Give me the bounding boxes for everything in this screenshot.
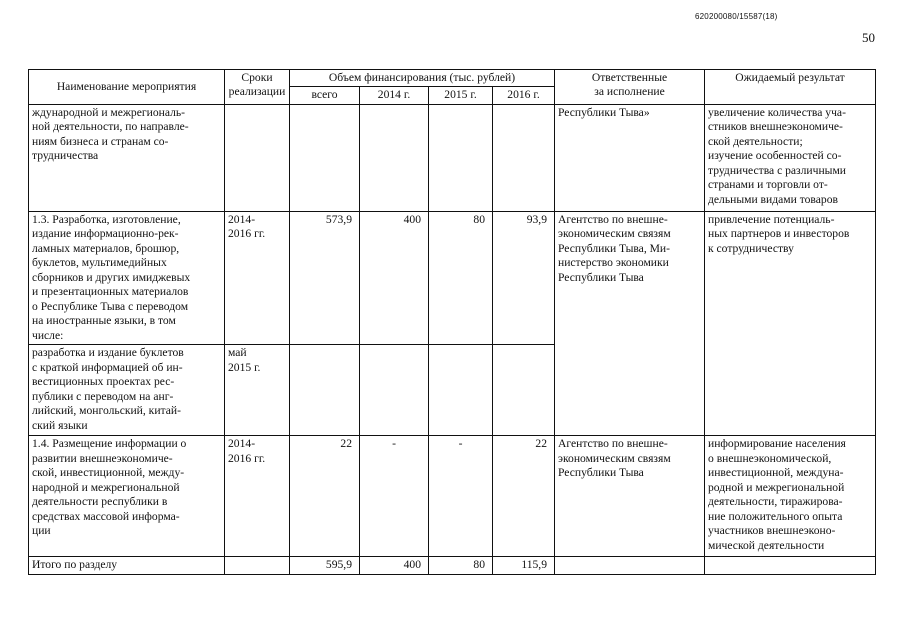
row-responsible: Агентство по внешне- экономическим связям Республики Тыва, Ми- нистерство экономики Республики Тыва	[555, 211, 705, 344]
header-responsible: Ответственные за исполнение	[555, 70, 705, 105]
row-2014	[360, 104, 429, 211]
header-result: Ожидаемый результат	[705, 70, 876, 105]
row-total: 22	[290, 436, 360, 557]
header-2014: 2014 г.	[360, 87, 429, 104]
table-row	[29, 436, 876, 557]
header-2016: 2016 г.	[493, 87, 555, 104]
total-label: Итого по разделу	[29, 557, 225, 574]
document-code: 620200080/15587(18)	[695, 12, 778, 21]
row-terms: 2014- 2016 гг.	[225, 211, 290, 344]
row-result: привлечение потенциаль- ных партнеров и инвесторов к сотрудничеству	[705, 211, 876, 344]
table-header-row	[29, 70, 876, 87]
row-terms	[225, 104, 290, 211]
total-2015: 80	[429, 557, 493, 574]
table-total-row	[29, 557, 876, 574]
funding-table	[28, 69, 876, 575]
row-name: 1.3. Разработка, изготовление, издание информационно-рек- ламных материалов, брошюр, буклетов, мультимедийных сборников и других имиджевых и презентационных материалов о Республике Тыва с переводом на иностранные языки, в том числе:	[29, 211, 225, 344]
row-total	[290, 104, 360, 211]
row-total: 573,9	[290, 211, 360, 344]
header-terms: Сроки реализации	[225, 70, 290, 105]
row-2015: -	[429, 436, 493, 557]
row-terms: 2014- 2016 гг.	[225, 436, 290, 557]
row-2014: 400	[360, 211, 429, 344]
total-result	[705, 557, 876, 574]
row-2014: -	[360, 436, 429, 557]
row-2015: 80	[429, 211, 493, 344]
page-number: 50	[862, 30, 875, 45]
total-terms	[225, 557, 290, 574]
row-responsible: Агентство по внешне- экономическим связям Республики Тыва	[555, 436, 705, 557]
row-responsible: Республики Тыва»	[555, 104, 705, 211]
row-name: ждународной и межрегиональ- ной деятельности, по направле- ниям бизнеса и странам со- трудничества	[29, 104, 225, 211]
total-responsible	[555, 557, 705, 574]
row-name: 1.4. Размещение информации о развитии внешнеэкономиче- ской, инвестиционной, между- народной и межрегиональной деятельности республики в средствах массовой информа- ции	[29, 436, 225, 557]
row-terms: май 2015 г.	[225, 345, 290, 436]
row-2014	[360, 345, 429, 436]
row-name: разработка и издание буклетов с краткой информацией об ин- вестиционных проектах рес- публики с переводом на анг- лийский, монгольский, китай- ский языки	[29, 345, 225, 436]
total-2014: 400	[360, 557, 429, 574]
total-sum: 595,9	[290, 557, 360, 574]
table-row	[29, 211, 876, 344]
header-funding: Объем финансирования (тыс. рублей)	[290, 70, 555, 87]
table-row	[29, 345, 876, 436]
row-2016: 22	[493, 436, 555, 557]
header-2015: 2015 г.	[429, 87, 493, 104]
header-total: всего	[290, 87, 360, 104]
row-2016	[493, 104, 555, 211]
total-2016: 115,9	[493, 557, 555, 574]
header-name: Наименование мероприятия	[29, 70, 225, 105]
row-2015	[429, 345, 493, 436]
row-result	[705, 345, 876, 436]
table-row	[29, 104, 876, 211]
row-result: информирование населения о внешнеэкономической, инвестиционной, междуна- родной и межрегиональной деятельности, тиражирова- ние положительного опыта участников внешнеэконо- мической деятельности	[705, 436, 876, 557]
row-total	[290, 345, 360, 436]
row-responsible	[555, 345, 705, 436]
row-result: увеличение количества уча- стников внешнеэкономиче- ской деятельности; изучение особенностей со- трудничества с различными странами и торговли от- дельными видами товаров	[705, 104, 876, 211]
row-2016	[493, 345, 555, 436]
row-2016: 93,9	[493, 211, 555, 344]
row-2015	[429, 104, 493, 211]
